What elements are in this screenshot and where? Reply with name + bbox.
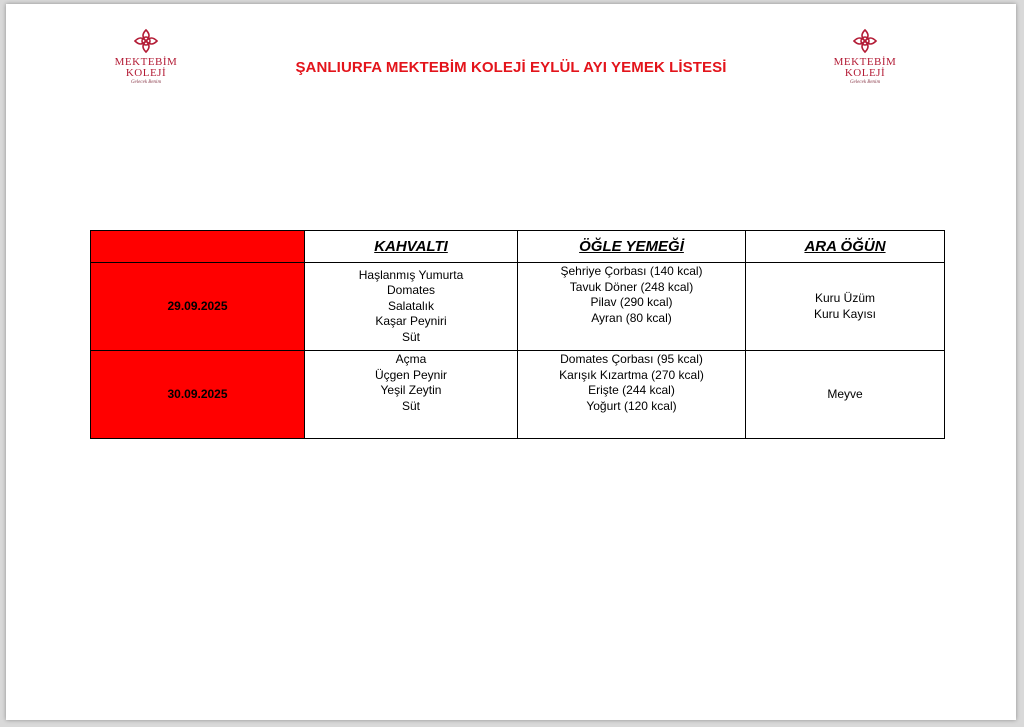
lunch-cell <box>518 351 746 439</box>
logo-line-2: KOLEJİ <box>125 67 167 79</box>
date-cell: 29.09.2025 <box>91 263 305 351</box>
document-page <box>6 4 1016 720</box>
table-row <box>91 351 945 439</box>
school-logo-right <box>825 28 905 87</box>
snack-item: Kuru Üzüm <box>814 291 876 305</box>
date-cell: 30.09.2025 <box>91 351 305 439</box>
corner-cell <box>91 231 305 263</box>
lunch-item: Tavuk Döner (248 kcal) <box>569 279 694 294</box>
logo-tagline: Gelecek Benim <box>849 80 881 85</box>
breakfast-cell <box>305 351 518 439</box>
meal-table <box>90 230 945 439</box>
breakfast-item: Domates <box>386 283 436 298</box>
school-logo-left <box>106 28 186 87</box>
lunch-item: Ayran (80 kcal) <box>591 310 672 325</box>
snack-item: Meyve <box>827 386 863 401</box>
snack-item: Kuru Kayısı <box>813 306 877 321</box>
breakfast-item: Açma <box>395 352 427 366</box>
table-row <box>91 263 945 351</box>
breakfast-item: Süt <box>401 398 420 413</box>
lunch-cell <box>518 263 746 351</box>
mektebim-emblem-icon <box>131 28 161 54</box>
logo-line-1: MEKTEBİM <box>833 56 897 68</box>
logo-tagline: Gelecek Benim <box>130 80 162 85</box>
column-header-breakfast: KAHVALTI <box>305 231 518 263</box>
snack-cell <box>746 351 945 439</box>
lunch-item: Erişte (244 kcal) <box>588 383 675 397</box>
header-row <box>91 231 945 263</box>
page-title: ŞANLIURFA MEKTEBİM KOLEJİ EYLÜL AYI YEMEK LİSTESİ <box>295 59 727 76</box>
logo-line-2: KOLEJİ <box>844 67 886 79</box>
column-header-lunch: ÖĞLE YEMEĞİ <box>518 231 746 263</box>
snack-cell <box>746 263 945 351</box>
lunch-item: Şehriye Çorbası (140 kcal) <box>560 264 703 278</box>
breakfast-item: Süt <box>401 329 420 344</box>
column-header-snack: ARA ÖĞÜN <box>746 231 945 263</box>
lunch-item: Karışık Kızartma (270 kcal) <box>559 367 704 382</box>
breakfast-item: Yeşil Zeytin <box>380 383 442 397</box>
breakfast-cell <box>305 263 518 351</box>
lunch-item: Pilav (290 kcal) <box>590 295 673 309</box>
breakfast-item: Kaşar Peyniri <box>375 314 447 329</box>
breakfast-item: Haşlanmış Yumurta <box>358 267 464 282</box>
logo-line-1: MEKTEBİM <box>114 56 178 68</box>
breakfast-item: Salatalık <box>387 298 435 313</box>
breakfast-item: Üçgen Peynir <box>374 367 448 382</box>
mektebim-emblem-icon <box>850 28 880 54</box>
lunch-item: Yoğurt (120 kcal) <box>586 398 677 413</box>
lunch-item: Domates Çorbası (95 kcal) <box>560 352 703 366</box>
